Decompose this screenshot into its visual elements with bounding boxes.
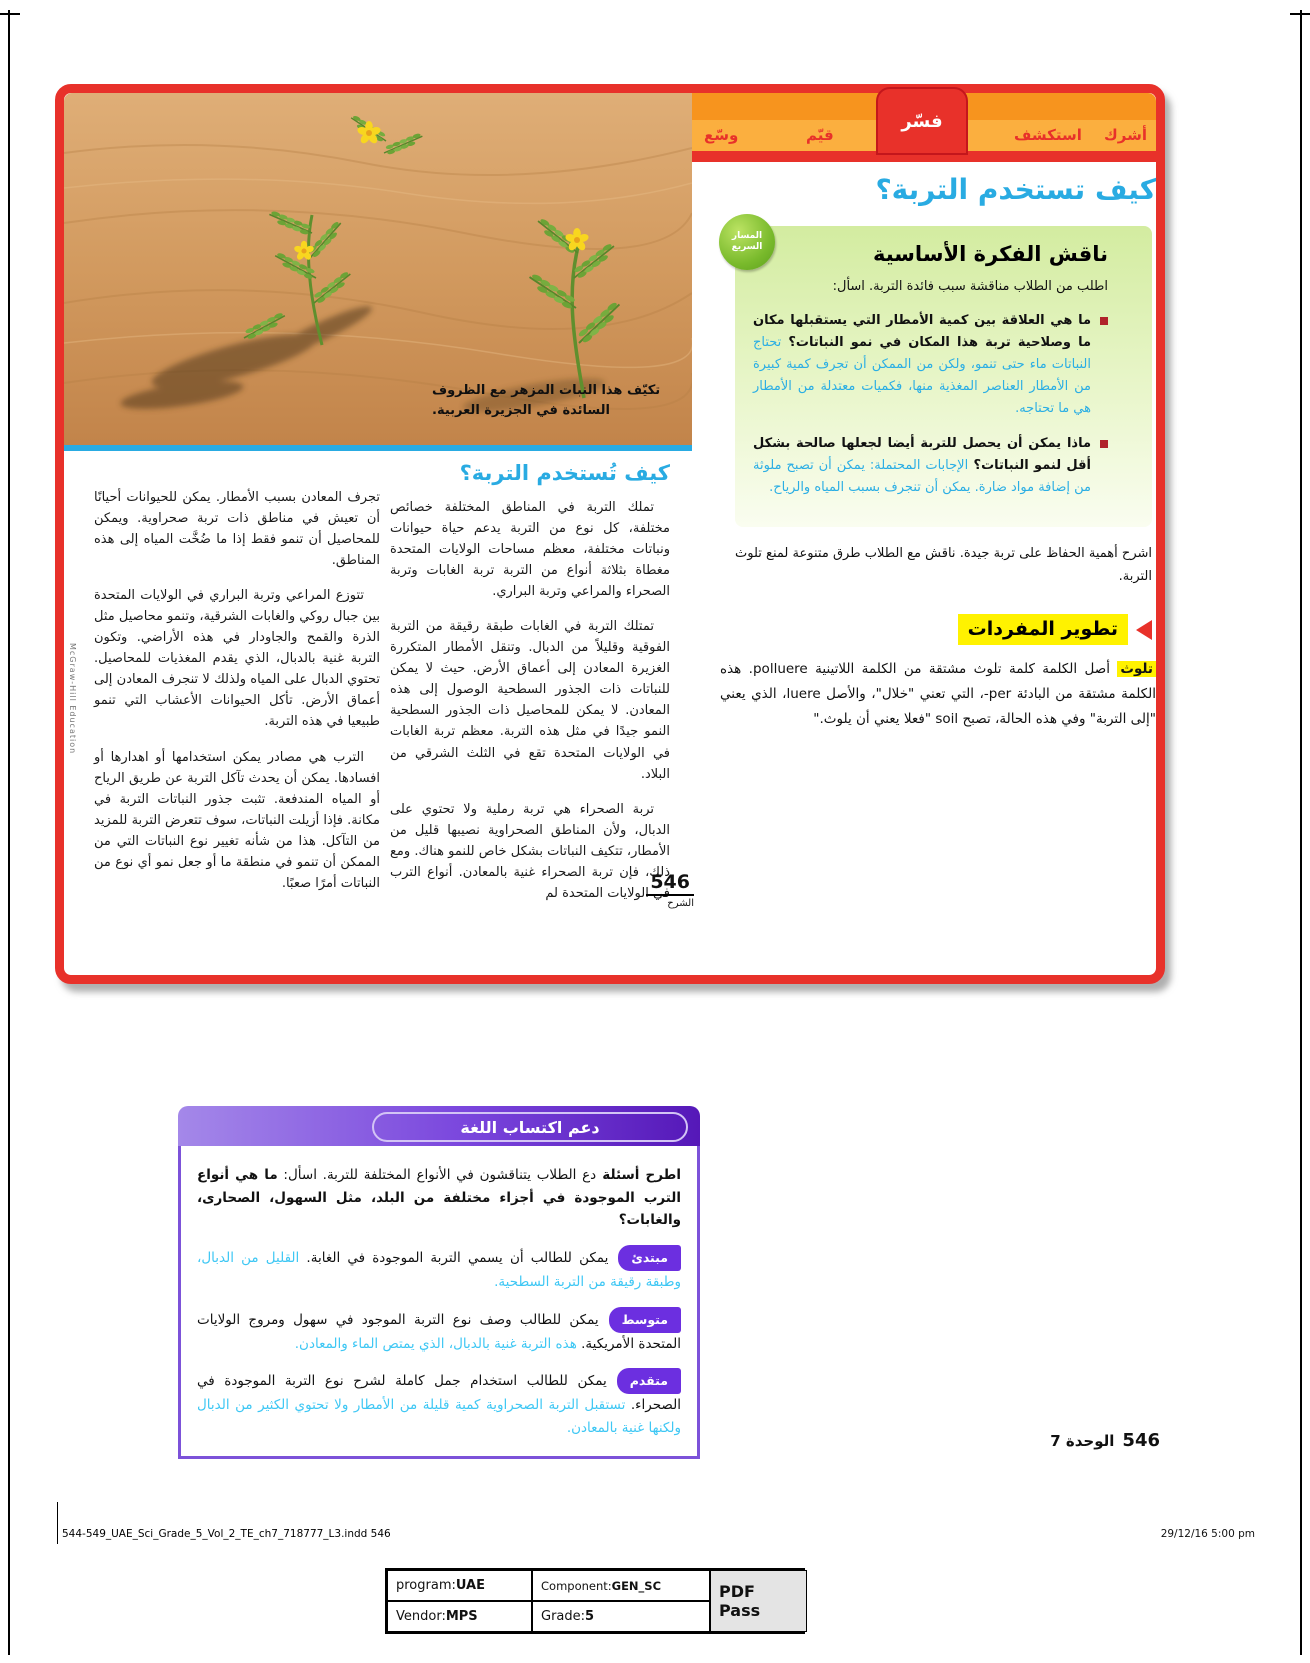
crop-tick-top-right [1290, 13, 1310, 15]
level-row-intermediate [197, 1307, 681, 1356]
page-frame [55, 84, 1165, 984]
discuss-question-item [753, 310, 1108, 420]
print-info-table [385, 1568, 805, 1634]
badge-line1: المسار [731, 230, 763, 241]
level-answer: هذه التربة غنية بالدبال، الذي يمتص الماء والمعادن. [294, 1335, 577, 1352]
intermediate-badge: متوسط [609, 1307, 681, 1333]
program-label: program: [396, 1578, 456, 1593]
article-heading: كيف تُستخدم التربة؟ [459, 461, 670, 485]
photo-caption: تكيّف هذا النبات المزهر مع الظروف السائدة في الجزيرة العربية. [432, 383, 661, 418]
page-footer [900, 1430, 1160, 1451]
ask-questions-text: دع الطلاب يتناقشون في الأنواع المختلفة للتربة. اسأل: [277, 1167, 597, 1183]
pdf-pass-stamp: PDF Pass [710, 1570, 807, 1632]
grade-cell [532, 1601, 710, 1632]
level-text: يمكن للطالب أن يسمي التربة الموجودة في الغابة. [299, 1250, 609, 1267]
discuss-main-idea-box [731, 226, 1152, 527]
footer-page-number: 546 [1122, 1430, 1160, 1451]
crop-mark-bottom [57, 1502, 58, 1544]
question-text: ما هي العلاقة بين كمية الأمطار التي يستقبلها مكان ما وصلاحية تربة هذا المكان في نمو النباتات؟ [753, 313, 1091, 351]
tab-engage: أشرك [1104, 126, 1147, 144]
tab-evaluate: قيّم [806, 126, 834, 144]
folio-label: الشرح [667, 898, 694, 909]
article-column-middle [390, 461, 670, 918]
discuss-box-title: ناقش الفكرة الأساسية [872, 242, 1108, 266]
square-bullet-icon [1100, 317, 1108, 325]
crop-mark-left [8, 10, 10, 1655]
article-paragraph: تمتلك التربة في الغابات طبقة رقيقة من التربة الفوقية وقليلاً من الدبال. وتنقل الأمطار المتكررة الغزيرة المعادن إلى أعماق الأرض. حيث لا يمكن للنباتات ذات الجذور السطحية الوصول إلى هذه المعادن. لا يمكن للمحاصيل ذات الجذور السطحية النمو جيدًا في مثل هذه التربة. معظم تربة الغابات في الولايات المتحدة تقع في الثلث الشرقي من البلاد. [390, 619, 670, 782]
article-paragraph: تتوزع المراعي وتربة البراري في الولايات المتحدة بين جبال روكي والغابات الشرقية، وتنمو محاصيل مثل الذرة والقمح والجاودار في هذه الأراضي. وتكون التربة غنية بالدبال، الذي يقدم المغذيات للمحاصيل. تحتوي الدبال على المياه ولذلك لا تنجرف المعادن إلى أعماق الأرض. تأكل الحيوانات الأعشاب التي تنمو طبيعيا في هذه التربة. [94, 588, 380, 730]
advanced-badge: متقدم [617, 1368, 681, 1394]
language-support-title: دعم اكتساب اللغة [372, 1112, 688, 1142]
discuss-box-intro: اطلب من الطلاب مناقشة سبب فائدة التربة. اسأل: [832, 279, 1108, 294]
vocab-paragraph [720, 657, 1156, 732]
photo-divider-line [64, 445, 692, 451]
program-cell [387, 1570, 532, 1601]
print-filename: 544-549_UAE_Sci_Grade_5_Vol_2_TE_ch7_718777_L3.indd 546 [62, 1528, 391, 1540]
component-value: GEN_SC [611, 1578, 662, 1593]
article-column-left [94, 487, 380, 908]
discuss-question-item [753, 433, 1108, 499]
tab-explore: استكشف [1014, 126, 1082, 144]
vocab-title: تطوير المفردات [958, 614, 1128, 645]
level-answer: تستقبل التربة الصحراوية كمية قليلة من الأمطار ولا تحتوي الكثير من الدبال ولكنها غنية بالمعادن. [197, 1397, 681, 1437]
ask-questions-paragraph [197, 1164, 681, 1232]
folio-number: 546 [646, 871, 694, 896]
article-paragraph: الترب هي مصادر يمكن استخدامها أو اهدارها أو افسادها. يمكن أن يحدث تآكل التربة عن طريق الرياح أو المياه المندفعة. تثبت جذور النباتات التربة في مكانة. فإذا أزيلت النباتات، سوف تتعرض التربة للمزيد من التآكل. هذا من شأنه تغيير نوع النباتات التي من الممكن أن تنمو في منطقة ما أو جعل نمو أي نوع من النباتات أمرًا صعبًا. [94, 749, 380, 891]
fast-track-badge-icon [719, 214, 775, 270]
vendor-value: MPS [445, 1609, 478, 1624]
ask-questions-label: اطرح أسئلة [596, 1167, 681, 1183]
component-label: Component: [541, 1578, 612, 1593]
level-text: يمكن للطالب استخدام جمل كاملة لشرح نوع التربة الموجودة في الصحراء. [197, 1373, 681, 1414]
print-datetime: 29/12/16 5:00 pm [1160, 1528, 1255, 1540]
program-value: UAE [455, 1578, 485, 1593]
article-paragraph: تملك التربة في المناطق المختلفة خصائص مختلفة، كل نوع من التربة يدعم حياة حيوانات ونباتات مختلفة، معظم مساحات الولايات المتحدة مغطاة بثلاثة أنواع من التربة تربة الغابات وتربة الصحراء والمراعي وتربة البراري. [390, 500, 670, 600]
tab-explain-active: فسّر [876, 87, 968, 155]
level-row-advanced [197, 1368, 681, 1439]
level-answer: القليل من الدبال، وطبقة رقيقة من التربة السطحية. [197, 1250, 681, 1291]
vocab-term: تلوث [1117, 661, 1156, 677]
footer-unit: الوحدة 7 [1050, 1432, 1115, 1450]
lesson-title: كيف تستخدم التربة؟ [875, 173, 1156, 206]
square-bullet-icon [1100, 440, 1108, 448]
student-page-folio [624, 871, 694, 909]
article-paragraph: تربة الصحراء هي تربة رملية ولا تحتوي على الدبال، ولأن المناطق الصحراوية نصيبها قليل من الأمطار، تتكيف النباتات بشكل خاص للنمو هناك. ومع ذلك، فإن تربة الصحراء غنية بالمعادن. أنواع الترب في الولايات المتحدة لم [390, 801, 670, 901]
tab-extend: وسّع [704, 126, 739, 144]
article-paragraph: تجرف المعادن بسبب الأمطار. يمكن للحيوانات أحيانًا أن تعيش في مناطق ذات تربة صحراوية. ويمكن للمحاصيل أن تنمو فقط إذا ما ضُخَّت المياه إلى هذه المناطق. [94, 490, 380, 569]
badge-line2: السريع [731, 242, 763, 252]
component-cell [532, 1570, 710, 1601]
beginner-badge: مبتدئ [618, 1245, 681, 1271]
level-text: يمكن للطالب وصف نوع التربة الموجود في سهول ومروج الولايات المتحدة الأمريكية. [197, 1311, 681, 1352]
ask-questions-question: ما هي أنواع الترب الموجودة في أجزاء مختلفة من البلد، مثل السهول، الصحارى، والغابات؟ [197, 1167, 681, 1229]
teaching-column [720, 163, 1156, 732]
crop-mark-right [1300, 10, 1302, 1655]
vendor-cell [387, 1601, 532, 1632]
vocab-development-header [720, 614, 1152, 645]
vocab-arrow-icon [1136, 620, 1152, 640]
discuss-question-list [753, 310, 1108, 499]
spine-credit-text: McGraw-Hill Education [68, 643, 77, 755]
level-row-beginner [197, 1245, 681, 1294]
grade-label: Grade: [541, 1609, 586, 1624]
vendor-label: Vendor: [396, 1609, 446, 1624]
language-support-header [178, 1106, 700, 1146]
teacher-note: اشرح أهمية الحفاظ على تربة جيدة. ناقش مع الطلاب طرق متنوعة لمنع تلوث التربة. [735, 545, 1152, 584]
desert-plant-photo [64, 93, 692, 445]
question-text: ماذا يمكن أن يحصل للتربة أيضا لجعلها صالحة بشكل أقل لنمو النباتات؟ [753, 435, 1091, 473]
vocab-text: أصل الكلمة كلمة تلوث مشتقة من الكلمة اللاتينية polluere. هذه الكلمة مشتقة من البادئة per-، التي تعني "خلال"، والأصل luere، الذي يعني "إلى التربة" وفي هذه الحالة، تصبح soil "فعلا يعني أن يلوث." [720, 661, 1156, 728]
answer-text: تحتاج النباتات ماء حتى تنمو، ولكن من الممكن أن تجرف كمية كبيرة من الأمطار العناصر المغذية منها، فكميات معتدلة من الأمطار هي ما تحتاجه. [753, 335, 1091, 417]
language-support-box [178, 1106, 700, 1459]
answer-text: الإجابات المحتملة: يمكن أن تصبح ملوثة من إضافة مواد ضارة. يمكن أن تنجرف بسبب المياه والرياح. [753, 457, 1091, 495]
crop-tick-top-left [0, 13, 20, 15]
language-support-body [178, 1146, 700, 1459]
grade-value: 5 [585, 1609, 595, 1624]
